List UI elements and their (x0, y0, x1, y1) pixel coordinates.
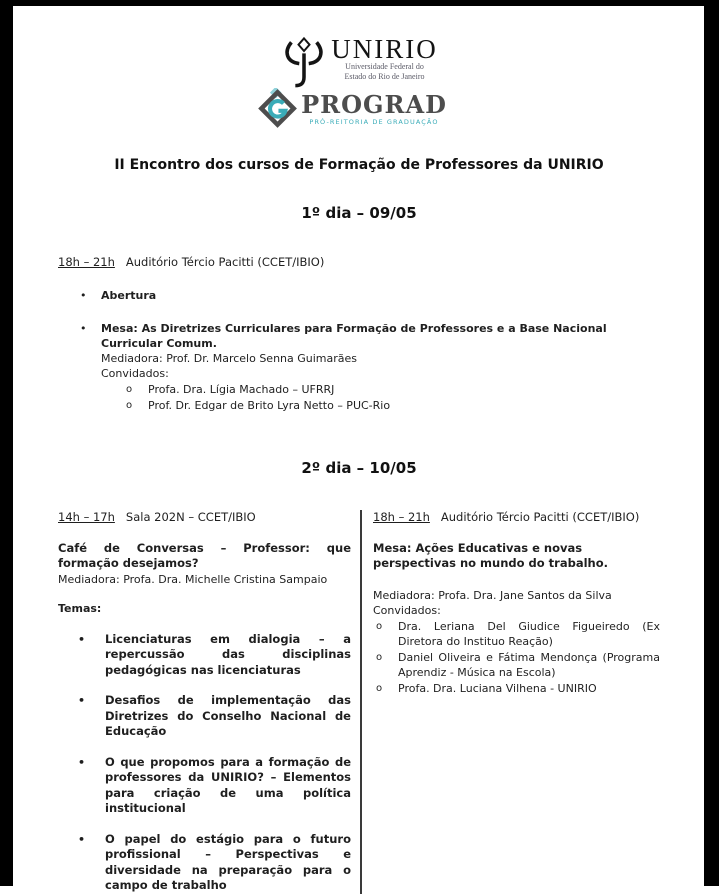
prograd-logo-text (301, 89, 447, 126)
day1-location: Auditório Tércio Pacitti (CCET/IBIO) (125, 255, 325, 269)
day2-guest-1: Dra. Leriana Del Giudice Figueiredo (Ex Diretora do Instituo Reação) (398, 619, 660, 648)
scan-border-right (704, 0, 719, 886)
header-logos (58, 36, 660, 130)
day2-guest-2: Daniel Oliveira e Fátima Mendonça (Programa Aprendiz - Música na Escola) (398, 650, 660, 679)
day1-guest-row (125, 398, 660, 413)
day2-guest-row (375, 650, 660, 681)
day1-mesa-block (101, 321, 660, 413)
day2-topic-2: Desafios de implementação das Diretrizes do Conselho Nacional de Educação (105, 693, 351, 738)
unirio-logo-text (331, 36, 438, 81)
day2-left-title: Café de Conversas – Professor: que formação desejamos? (58, 540, 351, 570)
sub-bullet-icon: o (126, 400, 133, 411)
day2-right-title: Mesa: Ações Educativas e novas perspectivas no mundo do trabalho. (373, 540, 608, 570)
unirio-subtitle (331, 62, 438, 81)
day2-topic-row (58, 832, 351, 894)
day2-left-time: 14h – 17h (58, 510, 115, 524)
day2-left-column (58, 510, 362, 894)
unirio-logo (280, 36, 438, 88)
prograd-wordmark: PROGRAD (301, 89, 447, 119)
day2-left-mediator: Mediadora: Profa. Dra. Michelle Cristina Sampaio (58, 572, 328, 586)
day2-left-time-line (58, 510, 351, 526)
sub-bullet-icon: o (126, 384, 133, 395)
bullet-icon: • (78, 832, 86, 846)
prograd-subtitle: PRÓ-REITORIA DE GRADUAÇÃO (309, 117, 439, 126)
day2-topic-row (58, 693, 351, 740)
day1-guest-1: Profa. Dra. Lígia Machado – UFRRJ (148, 383, 335, 396)
document-content (13, 6, 704, 892)
day2-topic-row (58, 632, 351, 679)
bullet-icon: • (78, 755, 86, 769)
scan-border-left (0, 0, 13, 886)
day1-item-mesa (80, 321, 660, 413)
bullet-icon: • (78, 632, 86, 646)
bullet-icon: • (80, 289, 87, 302)
day1-guest-row (125, 382, 660, 397)
day2-right-location: Auditório Tércio Pacitti (CCET/IBIO) (440, 510, 640, 524)
day2-topic-row (58, 755, 351, 817)
day2-right-time-line (373, 510, 660, 526)
sub-bullet-icon: o (376, 620, 383, 632)
prograd-logo (257, 88, 447, 130)
day2-guest-3: Profa. Dra. Luciana Vilhena - UNIRIO (398, 681, 597, 695)
bullet-icon: • (80, 322, 87, 335)
day1-time-line (58, 255, 660, 270)
day1-section (58, 255, 660, 413)
day2-right-mediator: Mediadora: Profa. Dra. Jane Santos da Silva (373, 588, 612, 602)
day2-topic-3: O que propomos para a formação de professores da UNIRIO? – Elementos para criação de uma política institucional (105, 754, 351, 815)
day2-right-column (362, 510, 660, 894)
day2-guest-row (375, 619, 660, 650)
unirio-subtitle-line1: Universidade Federal do (345, 62, 424, 71)
day1-guest-2: Prof. Dr. Edgar de Brito Lyra Netto – PUC-Rio (148, 399, 391, 412)
day2-right-time: 18h – 21h (373, 510, 430, 524)
day2-guest-row (375, 681, 660, 697)
sub-bullet-icon: o (376, 651, 383, 663)
day2-heading: 2º dia – 10/05 (301, 459, 417, 477)
document-title: II Encontro dos cursos de Formação de Professores da UNIRIO (114, 157, 604, 173)
day2-right-guests-label: Convidados: (373, 604, 441, 617)
day1-guests-label: Convidados: (101, 367, 169, 380)
unirio-wordmark: UNIRIO (331, 34, 438, 64)
day2-left-location: Sala 202N – CCET/IBIO (125, 510, 256, 524)
day1-item-opening (80, 288, 660, 303)
sub-bullet-icon: o (376, 682, 383, 694)
day2-columns (58, 510, 660, 894)
day2-topic-4: O papel do estágio para o futuro profissional – Perspectivas e diversidade na preparação para o campo de trabalho (105, 831, 351, 892)
day1-mesa-mediator: Mediadora: Prof. Dr. Marcelo Senna Guimarães (101, 352, 358, 365)
day1-opening-label: Abertura (101, 289, 157, 302)
unirio-subtitle-line2: Estado do Rio de Janeiro (344, 71, 425, 81)
day2-topic-1: Licenciaturas em dialogia – a repercussão das disciplinas pedagógicas nas licenciaturas (105, 631, 351, 677)
day1-heading: 1º dia – 09/05 (301, 204, 417, 222)
day1-mesa-title: Mesa: As Diretrizes Curriculares para Formação de Professores e a Base Nacional Curricular Comum. (101, 322, 607, 350)
unirio-symbol-icon (280, 36, 328, 88)
bullet-icon: • (78, 694, 86, 707)
day2-themes-label: Temas: (58, 602, 102, 615)
day1-time: 18h – 21h (58, 255, 115, 269)
prograd-symbol-icon (257, 88, 299, 130)
